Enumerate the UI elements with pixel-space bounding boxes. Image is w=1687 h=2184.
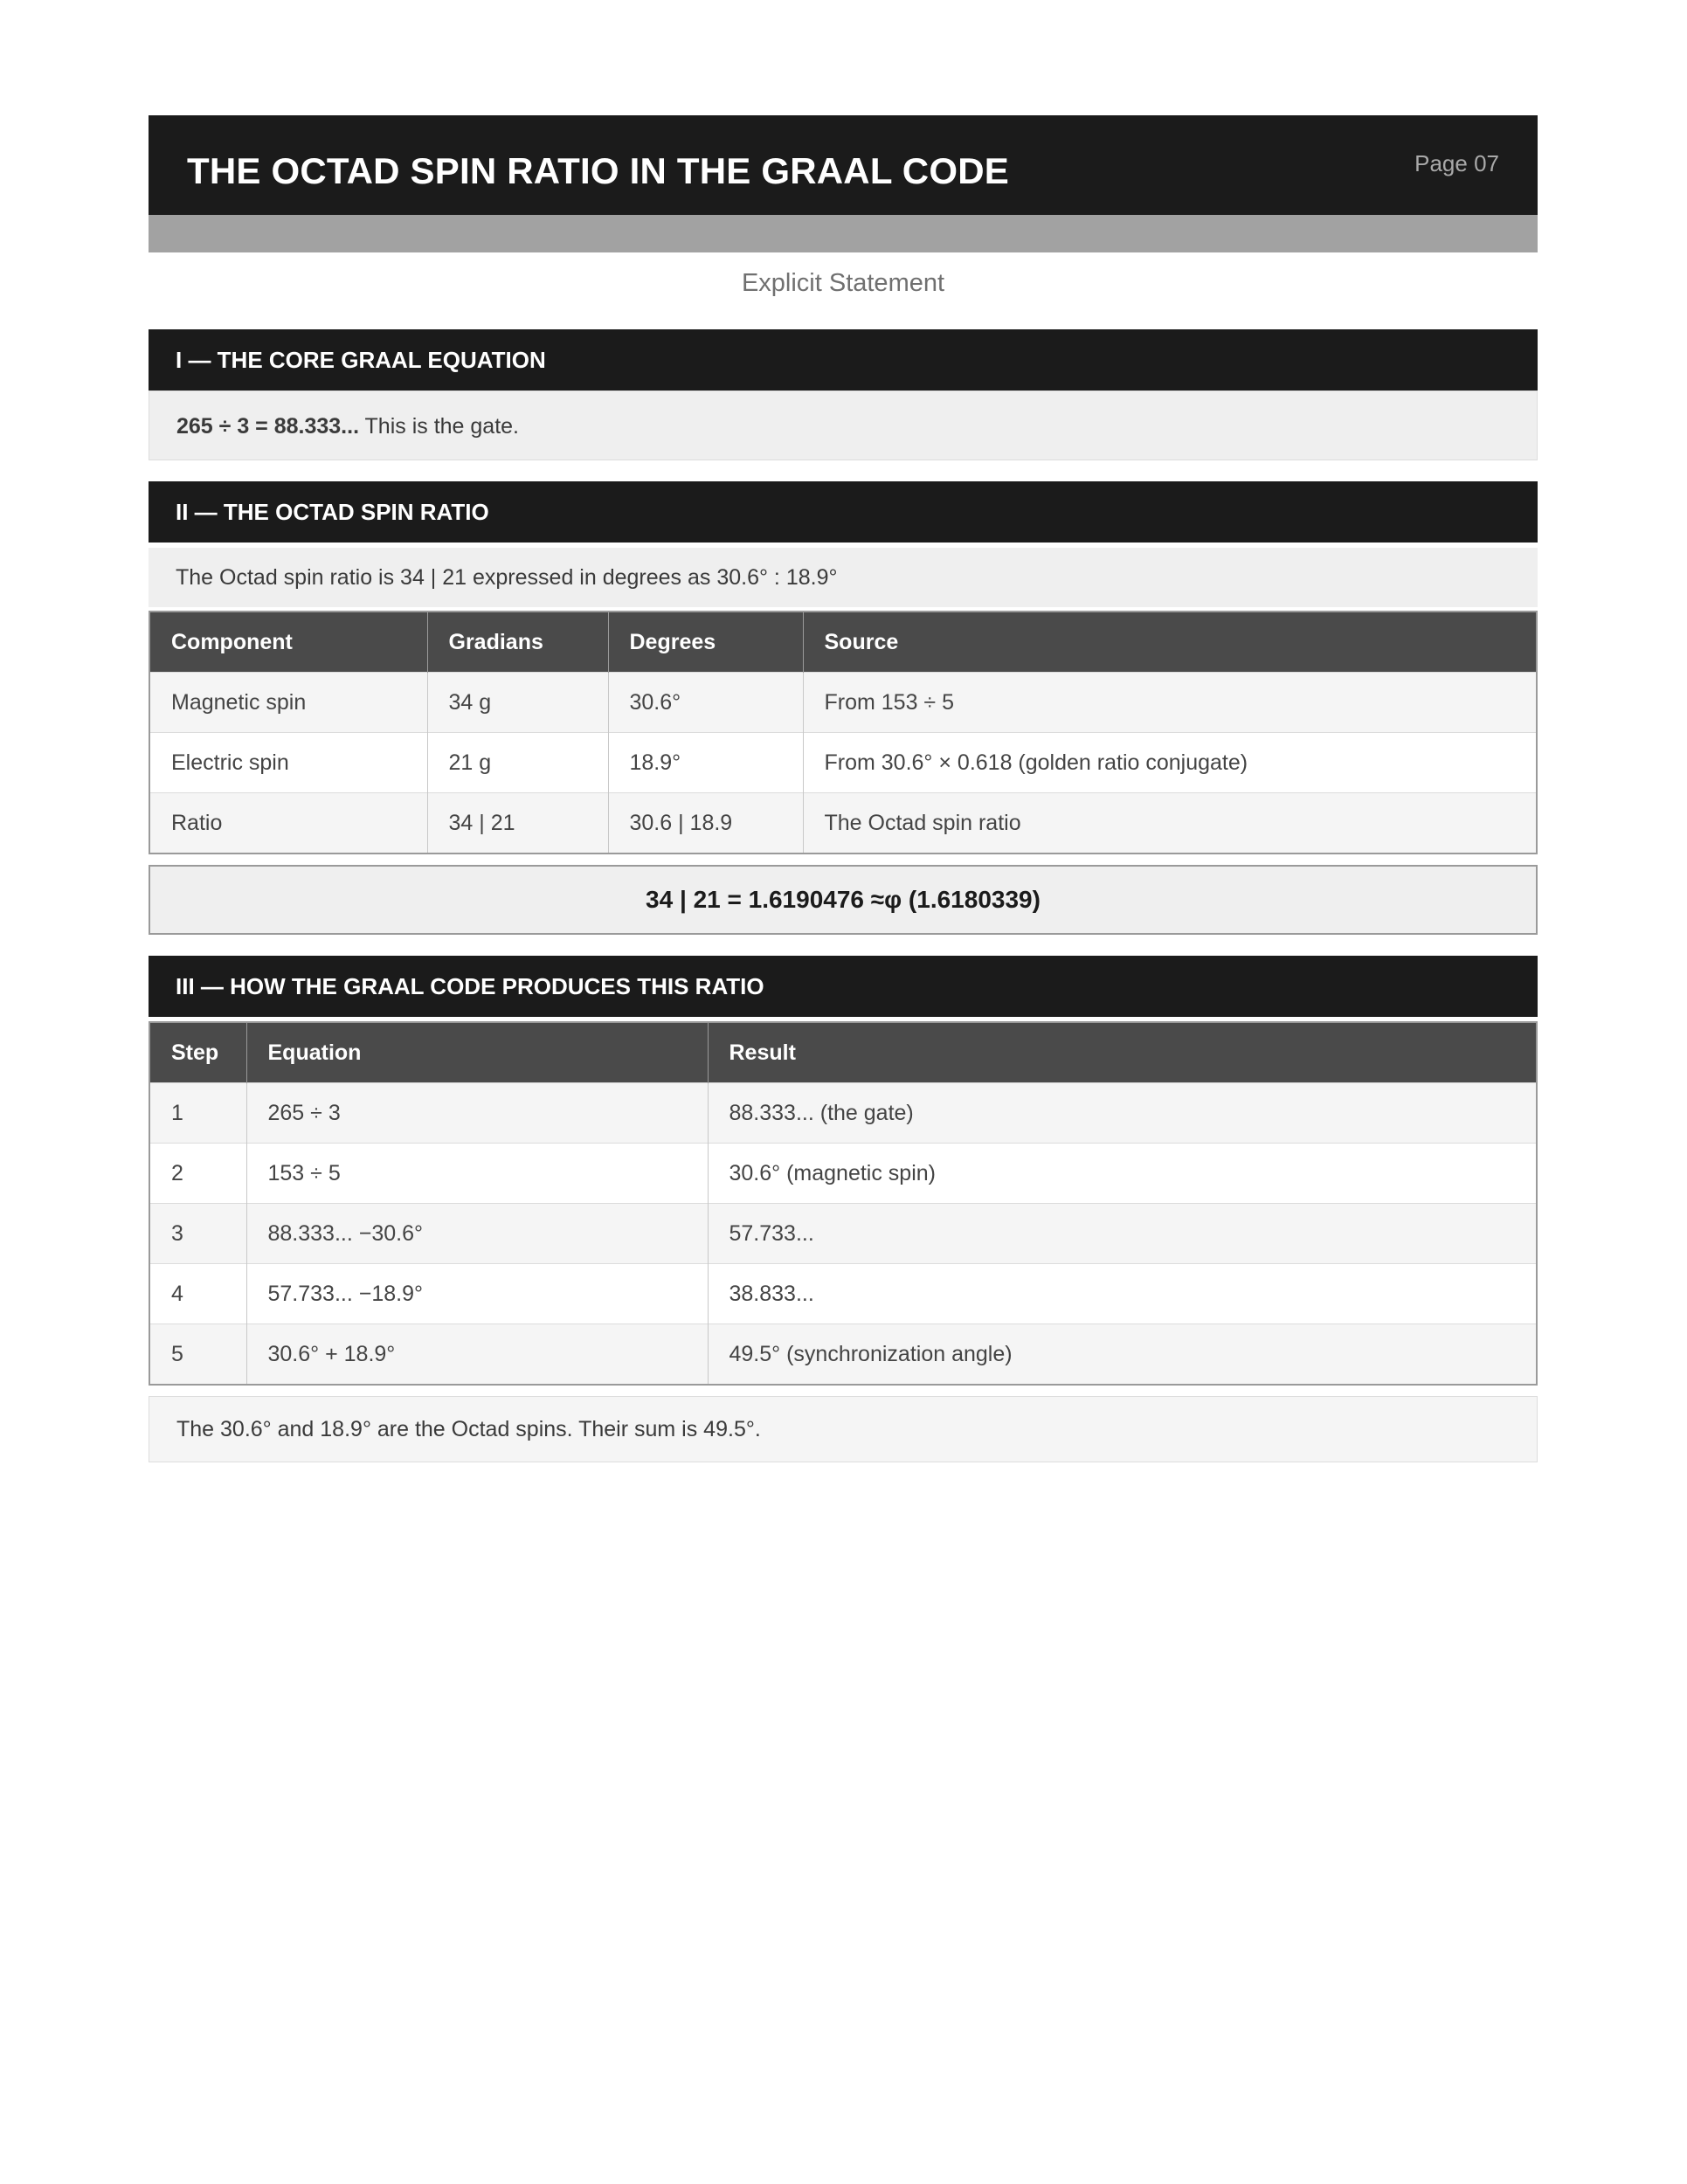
table-cell: From 153 ÷ 5 <box>803 673 1537 733</box>
table-row <box>149 1264 1537 1324</box>
table-cell: 30.6° + 18.9° <box>246 1324 708 1386</box>
table-cell: 49.5° (synchronization angle) <box>708 1324 1537 1386</box>
page-number: Page 07 <box>1414 150 1499 176</box>
spin-ratio-statement: The Octad spin ratio is 34 | 21 expressed in degrees as 30.6° : 18.9° <box>149 548 1538 607</box>
table-cell: Magnetic spin <box>149 673 427 733</box>
table-cell: 30.6 | 18.9 <box>608 793 803 854</box>
table-cell: 38.833... <box>708 1264 1537 1324</box>
section-3-heading: III — HOW THE GRAAL CODE PRODUCES THIS RATIO <box>149 956 1538 1017</box>
section-2-heading: II — THE OCTAD SPIN RATIO <box>149 481 1538 543</box>
table-header-row <box>149 1022 1537 1083</box>
section-1-heading: I — THE CORE GRAAL EQUATION <box>149 329 1538 390</box>
table-cell: 34 g <box>427 673 608 733</box>
table-row <box>149 673 1537 733</box>
title-bar <box>149 115 1538 215</box>
page-title: THE OCTAD SPIN RATIO IN THE GRAAL CODE <box>187 150 1009 191</box>
octad-spins-note: The 30.6° and 18.9° are the Octad spins. Their sum is 49.5°. <box>149 1396 1538 1462</box>
table-header-row <box>149 612 1537 673</box>
column-header: Component <box>149 612 427 673</box>
table-row <box>149 1324 1537 1386</box>
table-cell: 153 ÷ 5 <box>246 1144 708 1204</box>
table-cell: Electric spin <box>149 733 427 793</box>
table-row <box>149 1144 1537 1204</box>
table-cell: 1 <box>149 1083 246 1144</box>
table-cell: 2 <box>149 1144 246 1204</box>
graal-steps-table <box>149 1021 1538 1386</box>
table-cell: From 30.6° × 0.618 (golden ratio conjugate) <box>803 733 1537 793</box>
table-row <box>149 1083 1537 1144</box>
table-cell: 34 | 21 <box>427 793 608 854</box>
table-cell: 18.9° <box>608 733 803 793</box>
table-cell: 57.733... −18.9° <box>246 1264 708 1324</box>
table-cell: 265 ÷ 3 <box>246 1083 708 1144</box>
column-header: Result <box>708 1022 1537 1083</box>
table-cell: 3 <box>149 1204 246 1264</box>
core-equation-box <box>149 390 1538 460</box>
table-cell: 88.333... (the gate) <box>708 1083 1537 1144</box>
column-header: Degrees <box>608 612 803 673</box>
core-equation-text: This is the gate. <box>359 414 520 439</box>
table-cell: 30.6° <box>608 673 803 733</box>
column-header: Step <box>149 1022 246 1083</box>
document-page <box>149 115 1538 1462</box>
table-cell: 57.733... <box>708 1204 1537 1264</box>
table-row <box>149 793 1537 854</box>
page-subtitle: Explicit Statement <box>741 269 945 297</box>
table-cell: 5 <box>149 1324 246 1386</box>
spin-components-table <box>149 611 1538 854</box>
table-cell: Ratio <box>149 793 427 854</box>
table-cell: The Octad spin ratio <box>803 793 1537 854</box>
table-cell: 30.6° (magnetic spin) <box>708 1144 1537 1204</box>
table-row <box>149 1204 1537 1264</box>
title-underbar <box>149 215 1538 252</box>
table-cell: 4 <box>149 1264 246 1324</box>
table-cell: 21 g <box>427 733 608 793</box>
column-header: Equation <box>246 1022 708 1083</box>
table-cell: 88.333... −30.6° <box>246 1204 708 1264</box>
table-row <box>149 733 1537 793</box>
column-header: Gradians <box>427 612 608 673</box>
column-header: Source <box>803 612 1537 673</box>
ratio-result-box: 34 | 21 = 1.6190476 ≈φ (1.6180339) <box>149 865 1538 935</box>
core-equation: 265 ÷ 3 = 88.333... <box>176 414 360 439</box>
